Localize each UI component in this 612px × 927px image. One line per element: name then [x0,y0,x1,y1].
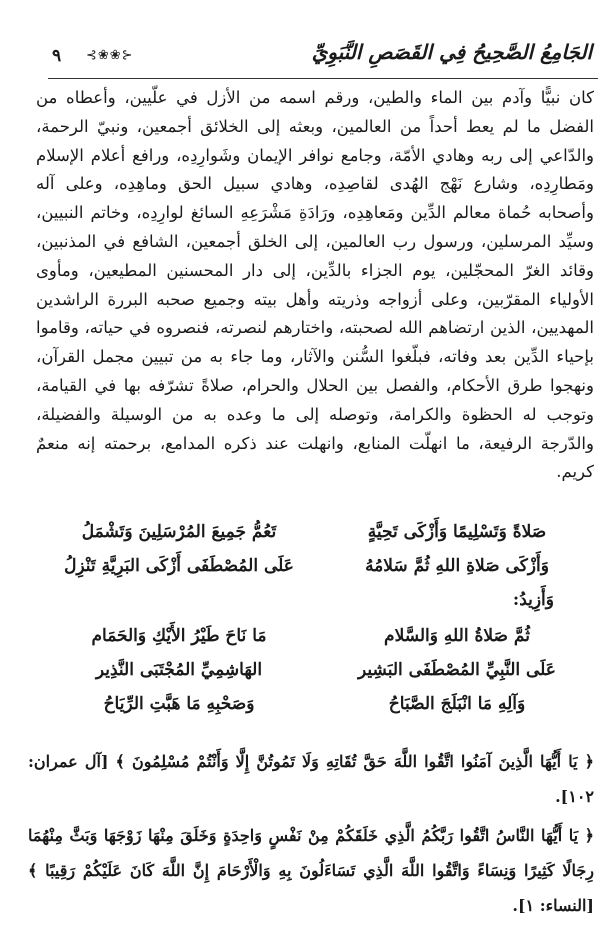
poem-row [36,522,594,556]
page-number: ٩ [52,46,62,66]
hemistich-left: مَا نَاحَ طَيْرُ الأَيْكِ وَالحَمَام [91,626,267,646]
hemistich-right: عَلَى النَّبِيِّ المُصْطَفَى البَشِير [358,660,556,680]
verse-al-imran-102: ﴿ يَا أَيُّهَا الَّذِينَ آمَنُوا اتَّقُوا اللَّهَ حَقَّ تُقَاتِهِ وَلَا تَمُوتُنَّ إِلَّا وَأَنْتُمْ مُسْلِمُونَ ﴾ [آل عمران: ١٠٢]. [28,752,594,806]
hemistich-right: وَآلِهِ مَا انْبَلَجَ الصَّبَاحُ [388,694,526,714]
poem-row [36,694,594,728]
hemistich-right: صَلاةً وَتَسْلِيمًا وَأَزْكَى تَحِيَّةٍ [367,522,547,542]
page-header [52,36,592,76]
main-paragraph: كان نبيًّا وآدم بين الماء والطين، ورقم اسمه من الأزل في علّيين، وأعطاه من الفضل ما لم يعط أحداً من العالمين، وبعثه إلى الخلائق أجمعين، ونبيّ الرحمة، والدّاعي إلى ربه وهادي الأمّة، وجامع نوافر الإيمان وشَوارِدِه، ورافع أعلام الإسلام ومَطارِدِه، وشارع نَهْج الهُدى لقاصِدِه، وهادي سبيل الحق وماهِدِه، وعلى آله وأصحابه حُماة معالم الدِّين ومَعاهِدِه، ورَادَةِ مَشْرَعِهِ السائغ لوارِدِه، وخاتم النبيين، وسيِّد المرسلين، ورسول رب العالمين، إلى الخلق أجمعين، الشافع في المذنبين، وقائد الغرّ المحجّلين، يوم الجزاء بالدِّين، إلى دار المحسنين المطيعين، ومأوى الأولياء المقرّبين، وعلى أزواجه وذريته وأهل بيته وجميع صحبه البررة الراشدين المهديين، الذين ارتضاهم الله لصحبته، واختارهم لنصرته، فنصروه في حياته، وقاموا بإحياء الدِّين بعد وفاته، فبلّغوا السُّنن والآثار، وما جاء به من تبيين مجمل القرآن، ونهجوا طرق الأحكام، والفصل بين الحلال والحرام، صلاةً تشرّفه بها في القيامة، وتوجب له الحظوة والكرامة، وتوصله إلى ما وعده به من الوسيلة والفضيلة، والدّرجة الرفيعة، ما انهلّت المنابع، وانهلت عند ذكره المدامع، برحمته إنه منعمٌ كريم. [36,88,594,482]
poem-row [36,660,594,694]
body-text [36,84,594,487]
hemistich-right: وَأَزْكَى صَلاةِ اللهِ ثُمَّ سَلامُهُ [365,556,549,576]
hemistich-left: وَصَحْبِهِ مَا هَبَّتِ الرِّيَاحُ [103,694,255,714]
poem-interlude: وَأَزِيدُ: [512,590,554,610]
header-ornament: ⊰❀❀⊱ [86,48,134,63]
poem-row [36,556,594,590]
hemistich-right: ثُمَّ صَلاةُ اللهِ وَالسَّلام [384,626,530,646]
hemistich-left: الهَاشِمِيِّ المُجْتَبَى النَّذِير [95,660,263,680]
hemistich-left: عَلَى المُصْطَفَى أَزْكَى البَرِيَّةِ تَنْزِلُ [64,556,294,576]
header-rule [48,78,598,79]
poem-row [36,626,594,660]
hemistich-left: تَعُمُّ جَمِيعَ المُرْسَلِينَ وَتَشْمَلُ [81,522,277,542]
poem-block-1 [36,522,594,624]
verse-an-nisa-1: ﴿ يَا أَيُّهَا النَّاسُ اتَّقُوا رَبَّكُمُ الَّذِي خَلَقَكُمْ مِنْ نَفْسٍ وَاحِدَةٍ وَخَلَقَ مِنْهَا زَوْجَهَا وَبَثَّ مِنْهُمَا رِجَالًا كَثِيرًا وَنِسَاءً وَاتَّقُوا اللَّهَ الَّذِي تَسَاءَلُونَ بِهِ وَالْأَرْحَامَ إِنَّ اللَّهَ كَانَ عَلَيْكُمْ رَقِيبًا ﴾ [النساء: ١]. [28,826,594,915]
running-title: الجَامِعُ الصَّحِيحُ فِي القَصَصِ النَّبَوِيِّ [311,40,592,64]
poem-block-2 [36,626,594,728]
